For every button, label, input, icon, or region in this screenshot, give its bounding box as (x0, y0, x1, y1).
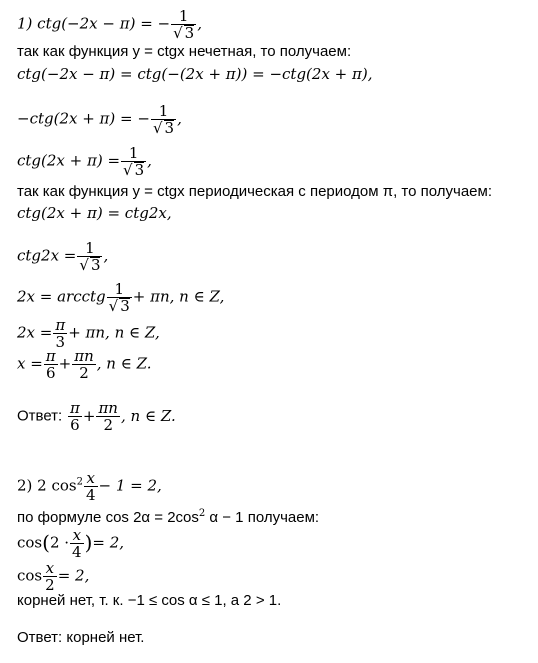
p1-line11-frac2-den: 2 (79, 364, 89, 382)
p1-line1-frac-num: 1 (171, 8, 196, 25)
p1-line8-tail: , (103, 246, 109, 265)
p1-line9-lhs: 2x = arcctg (17, 287, 106, 306)
p2-line4-frac-num: x (43, 560, 57, 577)
p1-line11-plus: + (58, 354, 72, 373)
p2-line1-a: 2) 2 cos (17, 476, 77, 495)
p1-line1-lhs: 1) ctg(−2x − π) = − (17, 14, 171, 33)
p2-line3-frac-den: 4 (72, 543, 82, 561)
p1-line6: так как функция у = ctgx периодическая с периодом π, то получаем: (17, 183, 493, 200)
p1-answer-frac2 (96, 400, 120, 433)
p1-line10-frac-den: 3 (55, 333, 66, 351)
p2-line3-frac (70, 527, 84, 560)
p1-line8-frac-den: 3 (90, 256, 101, 274)
p1-line7: ctg(2x + π) = ctg2x, (17, 204, 172, 222)
p1-line10-lhs: 2x = (17, 323, 53, 342)
p1-line5-tail: , (147, 151, 152, 170)
p2-line5: корней нет, т. к. −1 ≤ cos α ≤ 1, а 2 > 1. (17, 592, 282, 609)
p2-line4-a: cos (17, 566, 43, 585)
p1-line1-tail: , (197, 14, 202, 33)
p1-answer-tail: , n ∈ Z. (120, 406, 176, 425)
p2-line4 (17, 560, 89, 593)
p1-answer-plus: + (82, 406, 96, 425)
p1-line11-frac2-num: πn (74, 347, 94, 365)
p1-line1-frac-den: 3 (184, 24, 195, 42)
p1-line11-frac1 (44, 348, 58, 381)
p2-line3-b: 2 · (49, 533, 70, 552)
p2-line2-b: α − 1 получаем: (205, 509, 320, 526)
p2-line3-tail: = 2, (92, 533, 125, 552)
p2-line1 (17, 470, 162, 503)
p1-line8-lhs: ctg2x = (17, 246, 77, 265)
p1-line5-frac-num: 1 (121, 145, 146, 162)
p2-line3-frac-num: x (70, 527, 84, 544)
p1-line9-frac-num: 1 (107, 281, 132, 298)
p1-line9-tail: + πn, n ∈ Z, (132, 287, 225, 306)
p1-line9-frac: $\frac{1}{√ 3}$ (108, 280, 130, 315)
p1-line10-frac (53, 317, 67, 350)
p1-line3: ctg(−2x − π) = ctg(−(2x + π)) = −ctg(2x + π), (17, 65, 373, 83)
p2-line4-frac-den: 2 (45, 576, 55, 594)
p2-answer: Ответ: корней нет. (17, 629, 145, 646)
p1-line4-frac-den: 3 (164, 119, 175, 137)
p2-line3 (17, 527, 124, 560)
p1-line5-frac-den: 3 (134, 161, 145, 179)
p1-line8-frac: $\frac{1}{√ 3}$ (79, 239, 101, 274)
p1-line2: так как функция у = ctgx нечетная, то получаем: (17, 43, 352, 60)
p1-line4-frac-num: 1 (151, 103, 176, 120)
p2-line1-sup: 2 (76, 476, 83, 488)
p1-line10-tail: + πn, n ∈ Z, (68, 323, 160, 342)
p1-answer-frac1-den: 6 (70, 416, 80, 434)
p1-answer-label: Ответ: (17, 407, 63, 425)
p1-line11-frac2 (72, 348, 96, 381)
p1-line9-frac-den: 3 (120, 297, 130, 315)
p1-answer-frac1 (68, 400, 82, 433)
p1-answer (17, 400, 176, 433)
p1-line1-frac: $\frac{1}{√ 3}$ (173, 7, 195, 42)
p1-line4-lhs: −ctg(2x + π) = − (17, 109, 150, 128)
p2-line1-frac (84, 470, 98, 503)
p1-line4-frac: $\frac{1}{√ 3}$ (152, 102, 175, 137)
p1-line5 (17, 145, 152, 178)
p2-line2-sup: 2 (198, 508, 206, 519)
p2-line3-a: cos (17, 533, 43, 552)
p2-line4-frac (43, 560, 57, 593)
p1-line1 (17, 8, 202, 41)
p1-line4 (17, 103, 182, 136)
p2-line1-frac-num: x (84, 470, 98, 487)
p2-line3-lpar: ( (42, 530, 50, 555)
p2-line2 (17, 505, 319, 527)
p1-line11 (17, 348, 152, 381)
p1-answer-frac2-num: πn (98, 399, 118, 417)
p1-line10-frac-num: π (55, 316, 66, 334)
p2-line1-frac-den: 4 (85, 486, 96, 504)
p1-answer-frac2-den: 2 (103, 416, 113, 434)
p1-line11-frac1-den: 6 (45, 364, 56, 382)
p2-line1-tail: − 1 = 2, (98, 476, 162, 495)
p1-line8-frac-num: 1 (77, 240, 102, 257)
p1-line5-lhs: ctg(2x + π) = (17, 151, 121, 170)
p2-line2-a: по формуле cos 2α = 2cos (17, 509, 199, 526)
p1-answer-frac1-num: π (70, 399, 80, 417)
p1-answer-expr (67, 399, 176, 434)
p1-line9 (17, 281, 224, 314)
p1-line11-lhs: x = (17, 354, 43, 373)
p2-line4-tail: = 2, (57, 566, 90, 585)
p2-line3-rpar: ) (84, 530, 93, 555)
p1-line10 (17, 317, 160, 350)
p1-line11-tail: , n ∈ Z. (96, 354, 152, 373)
p1-line5-frac: $\frac{1}{√ 3}$ (123, 144, 145, 179)
p1-line11-frac1-num: π (45, 347, 56, 365)
p1-line4-tail: , (177, 109, 182, 128)
p1-line8 (17, 240, 108, 273)
